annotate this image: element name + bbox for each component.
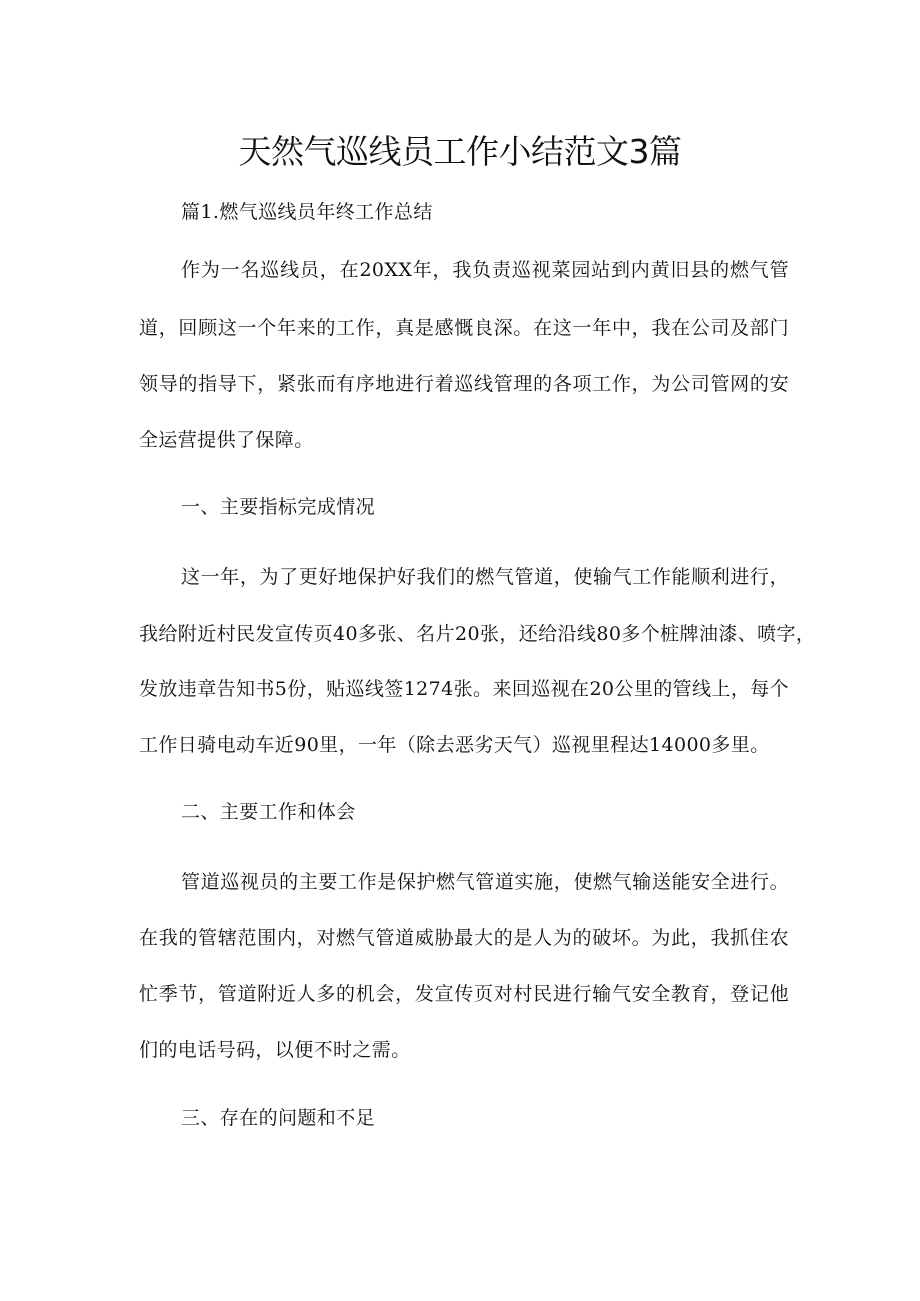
- paragraph-line: 管道巡视员的主要工作是保护燃气管道实施，使燃气输送能安全进行。: [181, 871, 789, 893]
- paragraph-line: 道，回顾这一个年来的工作，真是感慨良深。在这一年中，我在公司及部门: [139, 317, 789, 339]
- paragraph-line: 全运营提供了保障。: [139, 429, 314, 451]
- section-heading: 二、主要工作和体会: [181, 801, 356, 823]
- paragraph-line: 忙季节，管道附近人多的机会，发宣传页对村民进行输气安全教育，登记他: [139, 983, 789, 1005]
- paragraph-line: 领导的指导下，紧张而有序地进行着巡线管理的各项工作，为公司管网的安: [139, 373, 789, 395]
- document-title: 天然气巡线员工作小结范文3篇: [238, 132, 682, 171]
- section-heading: 一、主要指标完成情况: [181, 496, 376, 518]
- section-subtitle: 篇1.燃气巡线员年终工作总结: [181, 201, 433, 223]
- paragraph-line: 在我的管辖范围内，对燃气管道威胁最大的是人为的破坏。为此，我抓住农: [139, 927, 789, 949]
- paragraph-line: 工作日骑电动车近90里，一年（除去恶劣天气）巡视里程达14000多里。: [139, 734, 770, 756]
- paragraph-line: 我给附近村民发宣传页40多张、名片20张，还给沿线80多个桩牌油漆、喷字，: [139, 623, 816, 645]
- section-heading: 三、存在的问题和不足: [181, 1107, 376, 1129]
- paragraph-line: 发放违章告知书5份，贴巡线签1274张。来回巡视在20公里的管线上，每个: [139, 678, 790, 700]
- paragraph-line: 这一年，为了更好地保护好我们的燃气管道，使输气工作能顺利进行，: [181, 566, 789, 588]
- paragraph-line: 作为一名巡线员，在20XX年，我负责巡视菜园站到内黄旧县的燃气管: [181, 259, 789, 281]
- paragraph-line: 们的电话号码，以便不时之需。: [139, 1039, 411, 1061]
